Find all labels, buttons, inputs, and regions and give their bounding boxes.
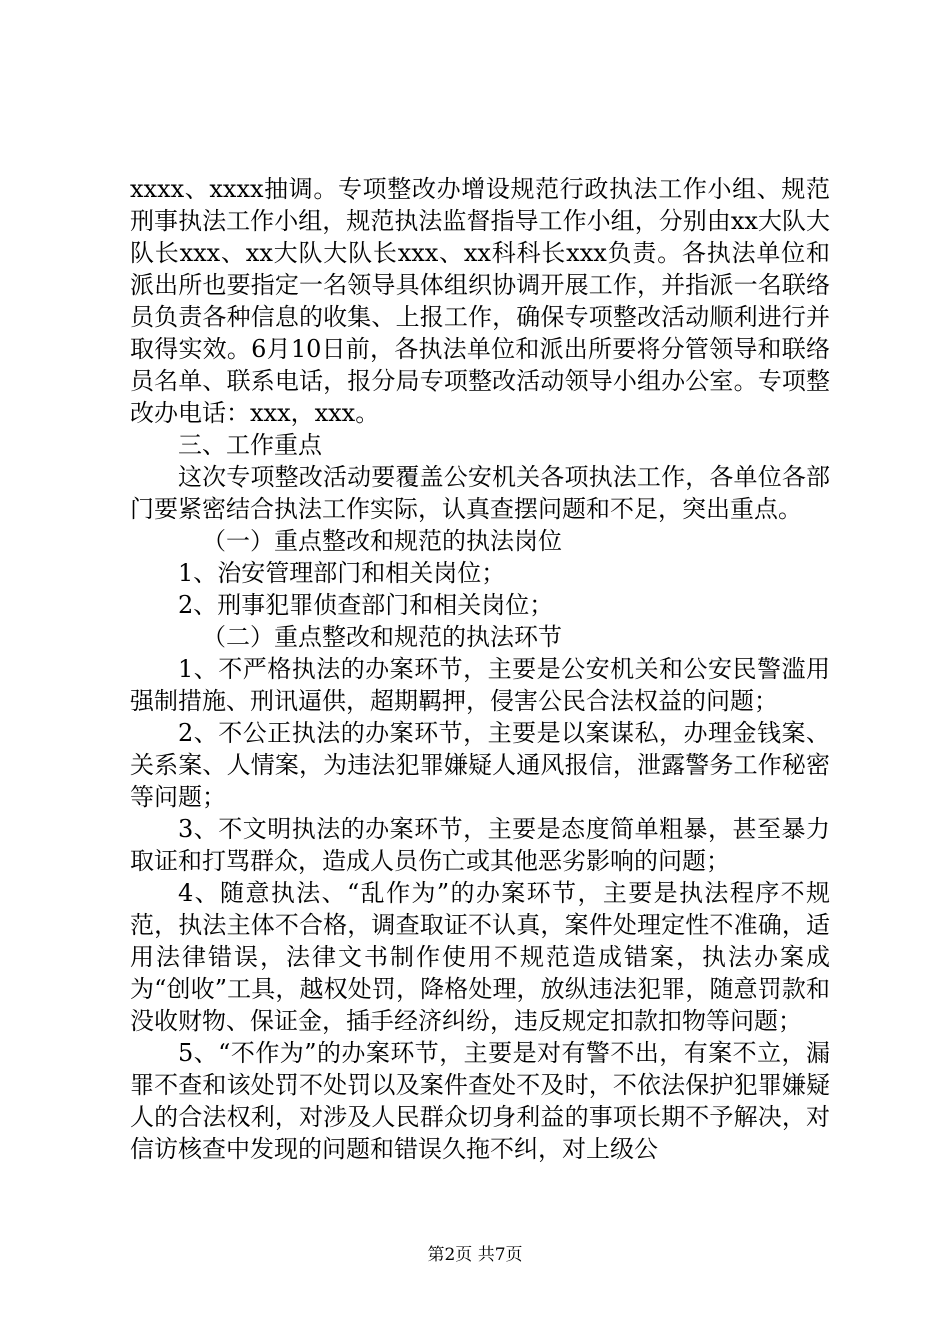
paragraph-intro: 这次专项整改活动要覆盖公安机关各项执法工作，各单位各部门要紧密结合执法工作实际，认真查摆问题和不足，突出重点。 [130, 463, 830, 523]
list-item: 2、不公正执法的办案环节，主要是以案谋私，办理金钱案、关系案、人情案，为违法犯罪嫌疑人通风报信，泄露警务工作秘密等问题； [130, 719, 830, 811]
subsection-heading: （二）重点整改和规范的执法环节 [202, 623, 562, 651]
list-item: 2、刑事犯罪侦查部门和相关岗位； [178, 591, 554, 619]
list-item: 3、不文明执法的办案环节，主要是态度简单粗暴，甚至暴力取证和打骂群众，造成人员伤亡或其他恶劣影响的问题； [130, 815, 830, 875]
list-item: 1、治安管理部门和相关岗位； [178, 559, 506, 587]
section-heading: 三、工作重点 [178, 431, 322, 459]
paragraph-continuation: xxxx、xxxx抽调。专项整改办增设规范行政执法工作小组、规范刑事执法工作小组，规范执法监督指导工作小组，分别由xx大队大队长xxx、xx大队大队长xxx、xx科科长xxx负责。各执法单位和派出所也要指定一名领导具体组织协调开展工作，并指派一名联络员负责各种信息的收集、上报工作，确保专项整改活动顺利进行并取得实效。6月10日前，各执法单位和派出所要将分管领导和联络员名单、联系电话，报分局专项整改活动领导小组办公室。专项整改办电话：xxx，xxx。 [130, 175, 830, 427]
subsection-heading: （一）重点整改和规范的执法岗位 [202, 527, 562, 555]
list-item: 4、随意执法、“乱作为”的办案环节，主要是执法程序不规范，执法主体不合格，调查取证不认真，案件处理定性不准确，适用法律错误，法律文书制作使用不规范造成错案，执法办案成为“创收”工具，越权处罚，降格处理，放纵违法犯罪，随意罚款和没收财物、保证金，插手经济纠纷，违反规定扣款扣物等问题； [130, 879, 830, 1035]
list-item: 5、“不作为”的办案环节，主要是对有警不出，有案不立，漏罪不查和该处罚不处罚以及案件查处不及时，不依法保护犯罪嫌疑人的合法权利，对涉及人民群众切身利益的事项长期不予解决，对信访核查中发现的问题和错误久拖不纠，对上级公 [130, 1039, 830, 1163]
page-number: 第2页 共7页 [427, 1245, 523, 1265]
list-item: 1、不严格执法的办案环节，主要是公安机关和公安民警滥用强制措施、刑讯逼供，超期羁押，侵害公民合法权益的问题； [130, 655, 830, 715]
document-body [130, 173, 830, 1165]
